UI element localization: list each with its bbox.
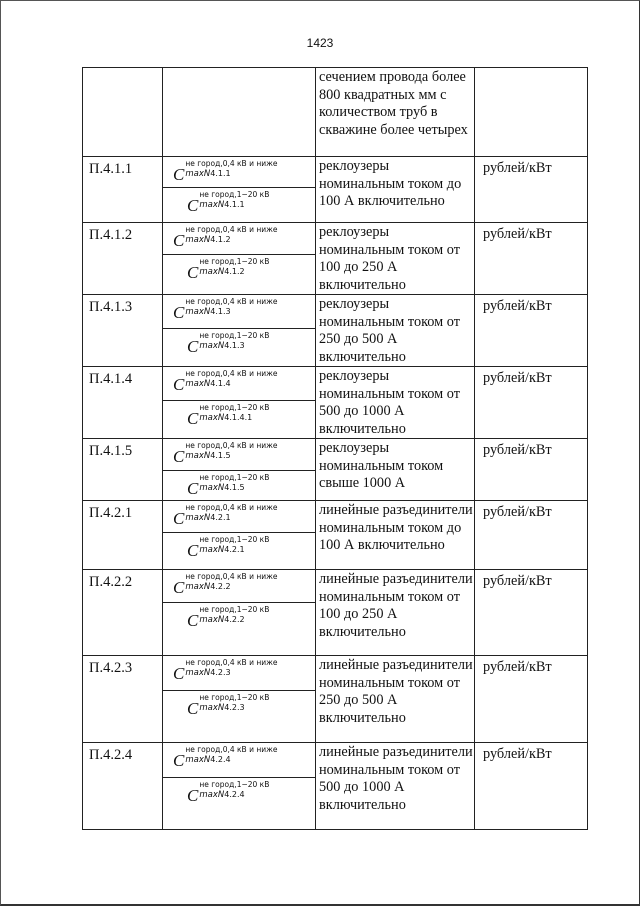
formula-symbol: C	[173, 165, 185, 184]
formula-subscript: maxN4.2.2	[185, 582, 231, 592]
row-code: П.4.2.3	[83, 656, 163, 743]
formula-subscript: maxN4.1.5	[199, 483, 245, 493]
formula-symbol: C	[173, 375, 185, 394]
row-description: линейные разъединители номинальным током от 100 до 250 А включительно	[316, 570, 475, 656]
formula-subscript: maxN4.2.1	[185, 513, 231, 523]
formula-subscript: maxN4.1.1	[199, 200, 245, 210]
formula-superscript: не город,0,4 кВ и ниже	[185, 503, 278, 512]
empty-unit-cell	[475, 68, 588, 157]
formula-subscript: maxN4.1.1	[185, 169, 231, 179]
tariff-row	[83, 157, 588, 188]
formula-superscript: не город,1−20 кВ	[199, 535, 270, 544]
row-code: П.4.1.2	[83, 223, 163, 295]
formula-superscript: не город,0,4 кВ и ниже	[185, 369, 278, 378]
row-code: П.4.2.1	[83, 501, 163, 570]
formula-subscript: maxN4.2.2	[199, 615, 245, 625]
formula-symbol: C	[173, 578, 185, 597]
row-unit: рублей/кВт	[475, 295, 588, 367]
formula-superscript: не город,0,4 кВ и ниже	[185, 572, 278, 581]
row-code: П.4.1.3	[83, 295, 163, 367]
row-unit: рублей/кВт	[475, 367, 588, 439]
formula-superscript: не город,0,4 кВ и ниже	[185, 441, 278, 450]
formula-cell-04kv	[163, 367, 316, 401]
formula-subscript: maxN4.1.3	[185, 307, 231, 317]
continuation-row	[83, 68, 588, 157]
formula-cell-04kv	[163, 570, 316, 603]
row-description: реклоузеры номинальным током от 500 до 1000 А включительно	[316, 367, 475, 439]
tariff-row	[83, 656, 588, 691]
formula-symbol: C	[187, 611, 199, 630]
row-code: П.4.1.4	[83, 367, 163, 439]
row-unit: рублей/кВт	[475, 501, 588, 570]
row-unit: рублей/кВт	[475, 656, 588, 743]
row-description: реклоузеры номинальным током от 100 до 250 А включительно	[316, 223, 475, 295]
row-unit: рублей/кВт	[475, 223, 588, 295]
tariff-row	[83, 501, 588, 533]
page-number: 1423	[306, 36, 334, 50]
formula-cell-1-20kv	[163, 778, 316, 830]
formula-symbol: C	[187, 337, 199, 357]
formula-subscript: maxN4.1.4	[185, 379, 231, 389]
formula-symbol: C	[187, 196, 199, 215]
formula-superscript: не город,0,4 кВ и ниже	[185, 658, 278, 667]
row-unit: рублей/кВт	[475, 157, 588, 223]
row-unit: рублей/кВт	[475, 743, 588, 830]
formula-cell-04kv	[163, 656, 316, 691]
formula-superscript: не город,1−20 кВ	[199, 256, 270, 266]
row-description: линейные разъединители номинальным током от 500 до 1000 А включительно	[316, 743, 475, 830]
tariff-row	[83, 295, 588, 329]
tariff-row	[83, 743, 588, 778]
tariff-row	[83, 367, 588, 401]
continuation-description: сечением провода более 800 квадратных мм с количеством труб в скважине более четырех	[316, 68, 475, 157]
formula-cell-1-20kv	[163, 329, 316, 367]
formula-symbol: C	[173, 664, 185, 683]
formula-superscript: не город,1−20 кВ	[199, 780, 270, 789]
tariff-row	[83, 223, 588, 255]
formula-symbol: C	[187, 786, 199, 805]
row-code: П.4.1.1	[83, 157, 163, 223]
formula-subscript: maxN4.1.2	[185, 235, 231, 245]
row-code: П.4.2.2	[83, 570, 163, 656]
row-description: линейные разъединители номинальным током от 250 до 500 А включительно	[316, 656, 475, 743]
formula-subscript: maxN4.1.4.1	[199, 413, 253, 423]
empty-code-cell	[83, 68, 163, 157]
row-description: линейные разъединители номинальным током до 100 А включительно	[316, 501, 475, 570]
row-description: реклоузеры номинальным током до 100 А включительно	[316, 157, 475, 223]
formula-subscript: maxN4.2.3	[185, 668, 231, 678]
row-description: реклоузеры номинальным током свыше 1000 А	[316, 439, 475, 501]
row-unit: рублей/кВт	[475, 439, 588, 501]
formula-cell-04kv	[163, 157, 316, 188]
formula-cell-04kv	[163, 223, 316, 255]
formula-subscript: maxN4.1.3	[199, 341, 245, 352]
formula-superscript: не город,1−20 кВ	[199, 693, 270, 702]
formula-symbol: C	[187, 262, 199, 282]
formula-symbol: C	[187, 541, 199, 560]
tariff-row	[83, 439, 588, 471]
formula-superscript: не город,0,4 кВ и ниже	[185, 745, 278, 754]
formula-symbol: C	[187, 479, 199, 498]
formula-superscript: не город,1−20 кВ	[199, 473, 270, 482]
formula-subscript: maxN4.1.5	[185, 451, 231, 461]
formula-cell-1-20kv	[163, 401, 316, 439]
formula-superscript: не город,0,4 кВ и ниже	[185, 159, 278, 168]
formula-cell-04kv	[163, 743, 316, 778]
formula-symbol: C	[173, 751, 185, 770]
formula-superscript: не город,1−20 кВ	[199, 605, 270, 614]
formula-subscript: maxN4.2.1	[199, 545, 245, 555]
formula-superscript: не город,0,4 кВ и ниже	[185, 225, 278, 234]
row-code: П.4.2.4	[83, 743, 163, 830]
formula-symbol: C	[187, 409, 199, 428]
formula-cell-04kv	[163, 295, 316, 329]
formula-superscript: не город,1−20 кВ	[199, 403, 270, 412]
row-code: П.4.1.5	[83, 439, 163, 501]
formula-cell-1-20kv	[163, 471, 316, 501]
formula-subscript: maxN4.2.4	[185, 755, 231, 765]
formula-symbol: C	[173, 509, 185, 528]
formula-cell-1-20kv	[163, 533, 316, 570]
formula-cell-04kv	[163, 501, 316, 533]
formula-subscript: maxN4.1.2	[199, 266, 245, 277]
row-description: реклоузеры номинальным током от 250 до 500 А включительно	[316, 295, 475, 367]
tariff-row	[83, 570, 588, 603]
formula-subscript: maxN4.2.3	[199, 703, 245, 713]
formula-symbol: C	[173, 303, 185, 322]
formula-cell-1-20kv	[163, 254, 316, 294]
empty-formula-cell	[163, 68, 316, 157]
formula-superscript: не город,1−20 кВ	[199, 190, 270, 199]
row-unit: рублей/кВт	[475, 570, 588, 656]
formula-superscript: не город,1−20 кВ	[199, 331, 270, 341]
formula-cell-1-20kv	[163, 603, 316, 656]
formula-symbol: C	[173, 231, 185, 250]
formula-subscript: maxN4.2.4	[199, 790, 245, 800]
formula-symbol: C	[187, 699, 199, 718]
formula-superscript: не город,0,4 кВ и ниже	[185, 297, 278, 306]
formula-cell-1-20kv	[163, 188, 316, 223]
formula-cell-04kv	[163, 439, 316, 471]
formula-cell-1-20kv	[163, 691, 316, 743]
tariff-table	[82, 67, 588, 830]
formula-symbol: C	[173, 447, 185, 466]
